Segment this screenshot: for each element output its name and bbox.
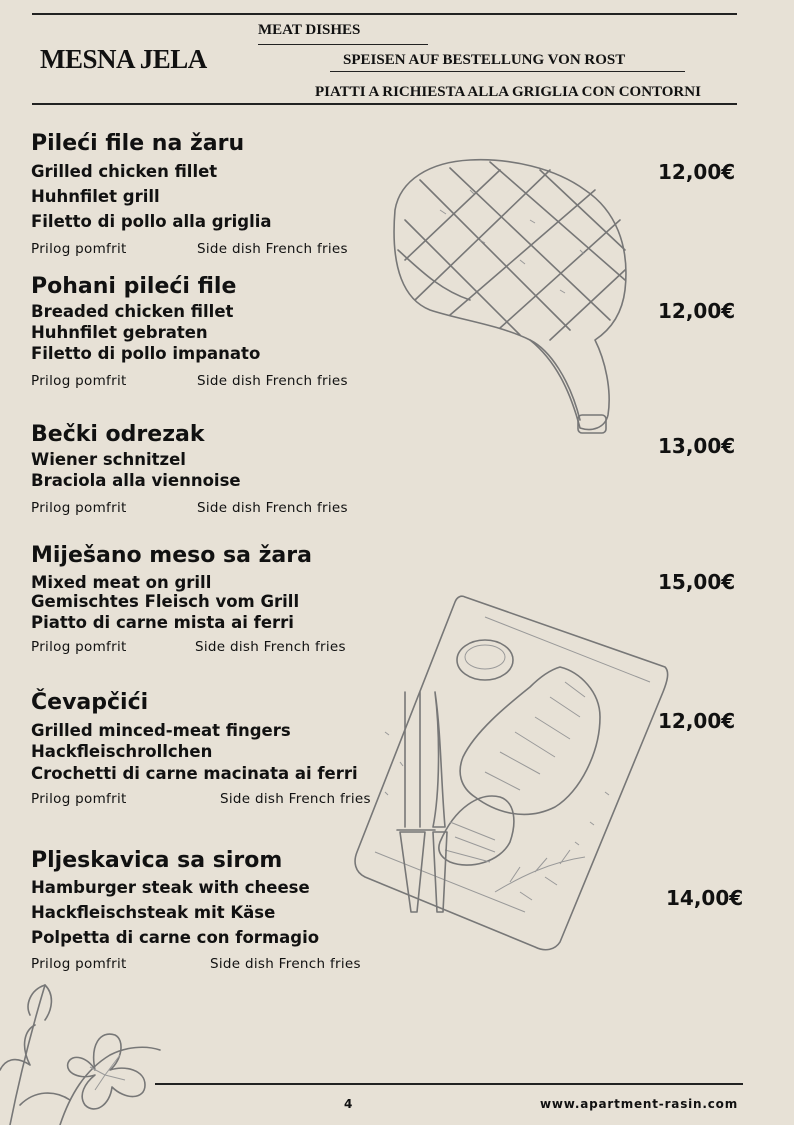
side-dish-en: Side dish French fries [197, 241, 348, 257]
dish-translation-it: Filetto di pollo alla griglia [31, 212, 272, 231]
dish-price: 12,00€ [658, 709, 736, 733]
dish-translation-en: Grilled minced-meat fingers [31, 721, 291, 740]
dish-price: 13,00€ [658, 434, 736, 458]
dish-title: Čevapčići [31, 690, 149, 715]
dish-translation-en: Breaded chicken fillet [31, 302, 234, 321]
side-dish-hr: Prilog pomfrit [31, 373, 127, 389]
dish-translation-en: Wiener schnitzel [31, 450, 186, 469]
cutting-board-sketch-icon [345, 592, 675, 952]
side-dish-en: Side dish French fries [197, 373, 348, 389]
steak-sketch-icon [380, 150, 640, 440]
footer-rule [155, 1083, 743, 1085]
side-dish-hr: Prilog pomfrit [31, 956, 127, 972]
header-bottom-rule [32, 103, 737, 105]
dish-title: Pljeskavica sa sirom [31, 848, 283, 873]
dish-translation-de: Huhnfilet gebraten [31, 323, 208, 342]
dish-translation-de: Gemischtes Fleisch vom Grill [31, 592, 300, 611]
subtitle-italian: PIATTI A RICHIESTA ALLA GRIGLIA CON CONTORNI [315, 84, 701, 100]
dish-price: 15,00€ [658, 570, 736, 594]
page-number: 4 [344, 1097, 354, 1111]
side-dish-hr: Prilog pomfrit [31, 500, 127, 516]
dish-translation-en: Hamburger steak with cheese [31, 878, 310, 897]
dish-translation-it: Braciola alla viennoise [31, 471, 241, 490]
header-top-rule [32, 13, 737, 15]
dish-title: Bečki odrezak [31, 422, 205, 447]
website-link[interactable]: www.apartment-rasin.com [540, 1097, 739, 1111]
dish-translation-it: Polpetta di carne con formagio [31, 928, 320, 947]
dish-translation-en: Mixed meat on grill [31, 573, 212, 592]
side-dish-hr: Prilog pomfrit [31, 241, 127, 257]
dish-translation-it: Piatto di carne mista ai ferri [31, 613, 294, 632]
side-dish-en: Side dish French fries [197, 500, 348, 516]
subtitle-german-underline [330, 71, 685, 72]
dish-translation-en: Grilled chicken fillet [31, 162, 218, 181]
side-dish-en: Side dish French fries [210, 956, 361, 972]
dish-price: 14,00€ [666, 886, 744, 910]
dish-title: Pileći file na žaru [31, 131, 245, 156]
subtitle-german: SPEISEN AUF BESTELLUNG VON ROST [343, 52, 626, 68]
dish-translation-de: Hackfleischrollchen [31, 742, 213, 761]
dish-price: 12,00€ [658, 160, 736, 184]
dish-translation-de: Huhnfilet grill [31, 187, 160, 206]
dish-translation-de: Hackfleischsteak mit Käse [31, 903, 276, 922]
side-dish-en: Side dish French fries [220, 791, 371, 807]
subtitle-english: MEAT DISHES [258, 22, 361, 38]
lily-flower-sketch-icon [0, 975, 170, 1125]
dish-translation-it: Filetto di pollo impanato [31, 344, 261, 363]
dish-price: 12,00€ [658, 299, 736, 323]
side-dish-hr: Prilog pomfrit [31, 791, 127, 807]
dish-title: Pohani pileći file [31, 274, 237, 299]
dish-title: Miješano meso sa žara [31, 543, 312, 568]
side-dish-en: Side dish French fries [195, 639, 346, 655]
page-title: MESNA JELA [40, 44, 207, 74]
dish-translation-it: Crochetti di carne macinata ai ferri [31, 764, 358, 783]
subtitle-english-underline [258, 44, 428, 45]
side-dish-hr: Prilog pomfrit [31, 639, 127, 655]
